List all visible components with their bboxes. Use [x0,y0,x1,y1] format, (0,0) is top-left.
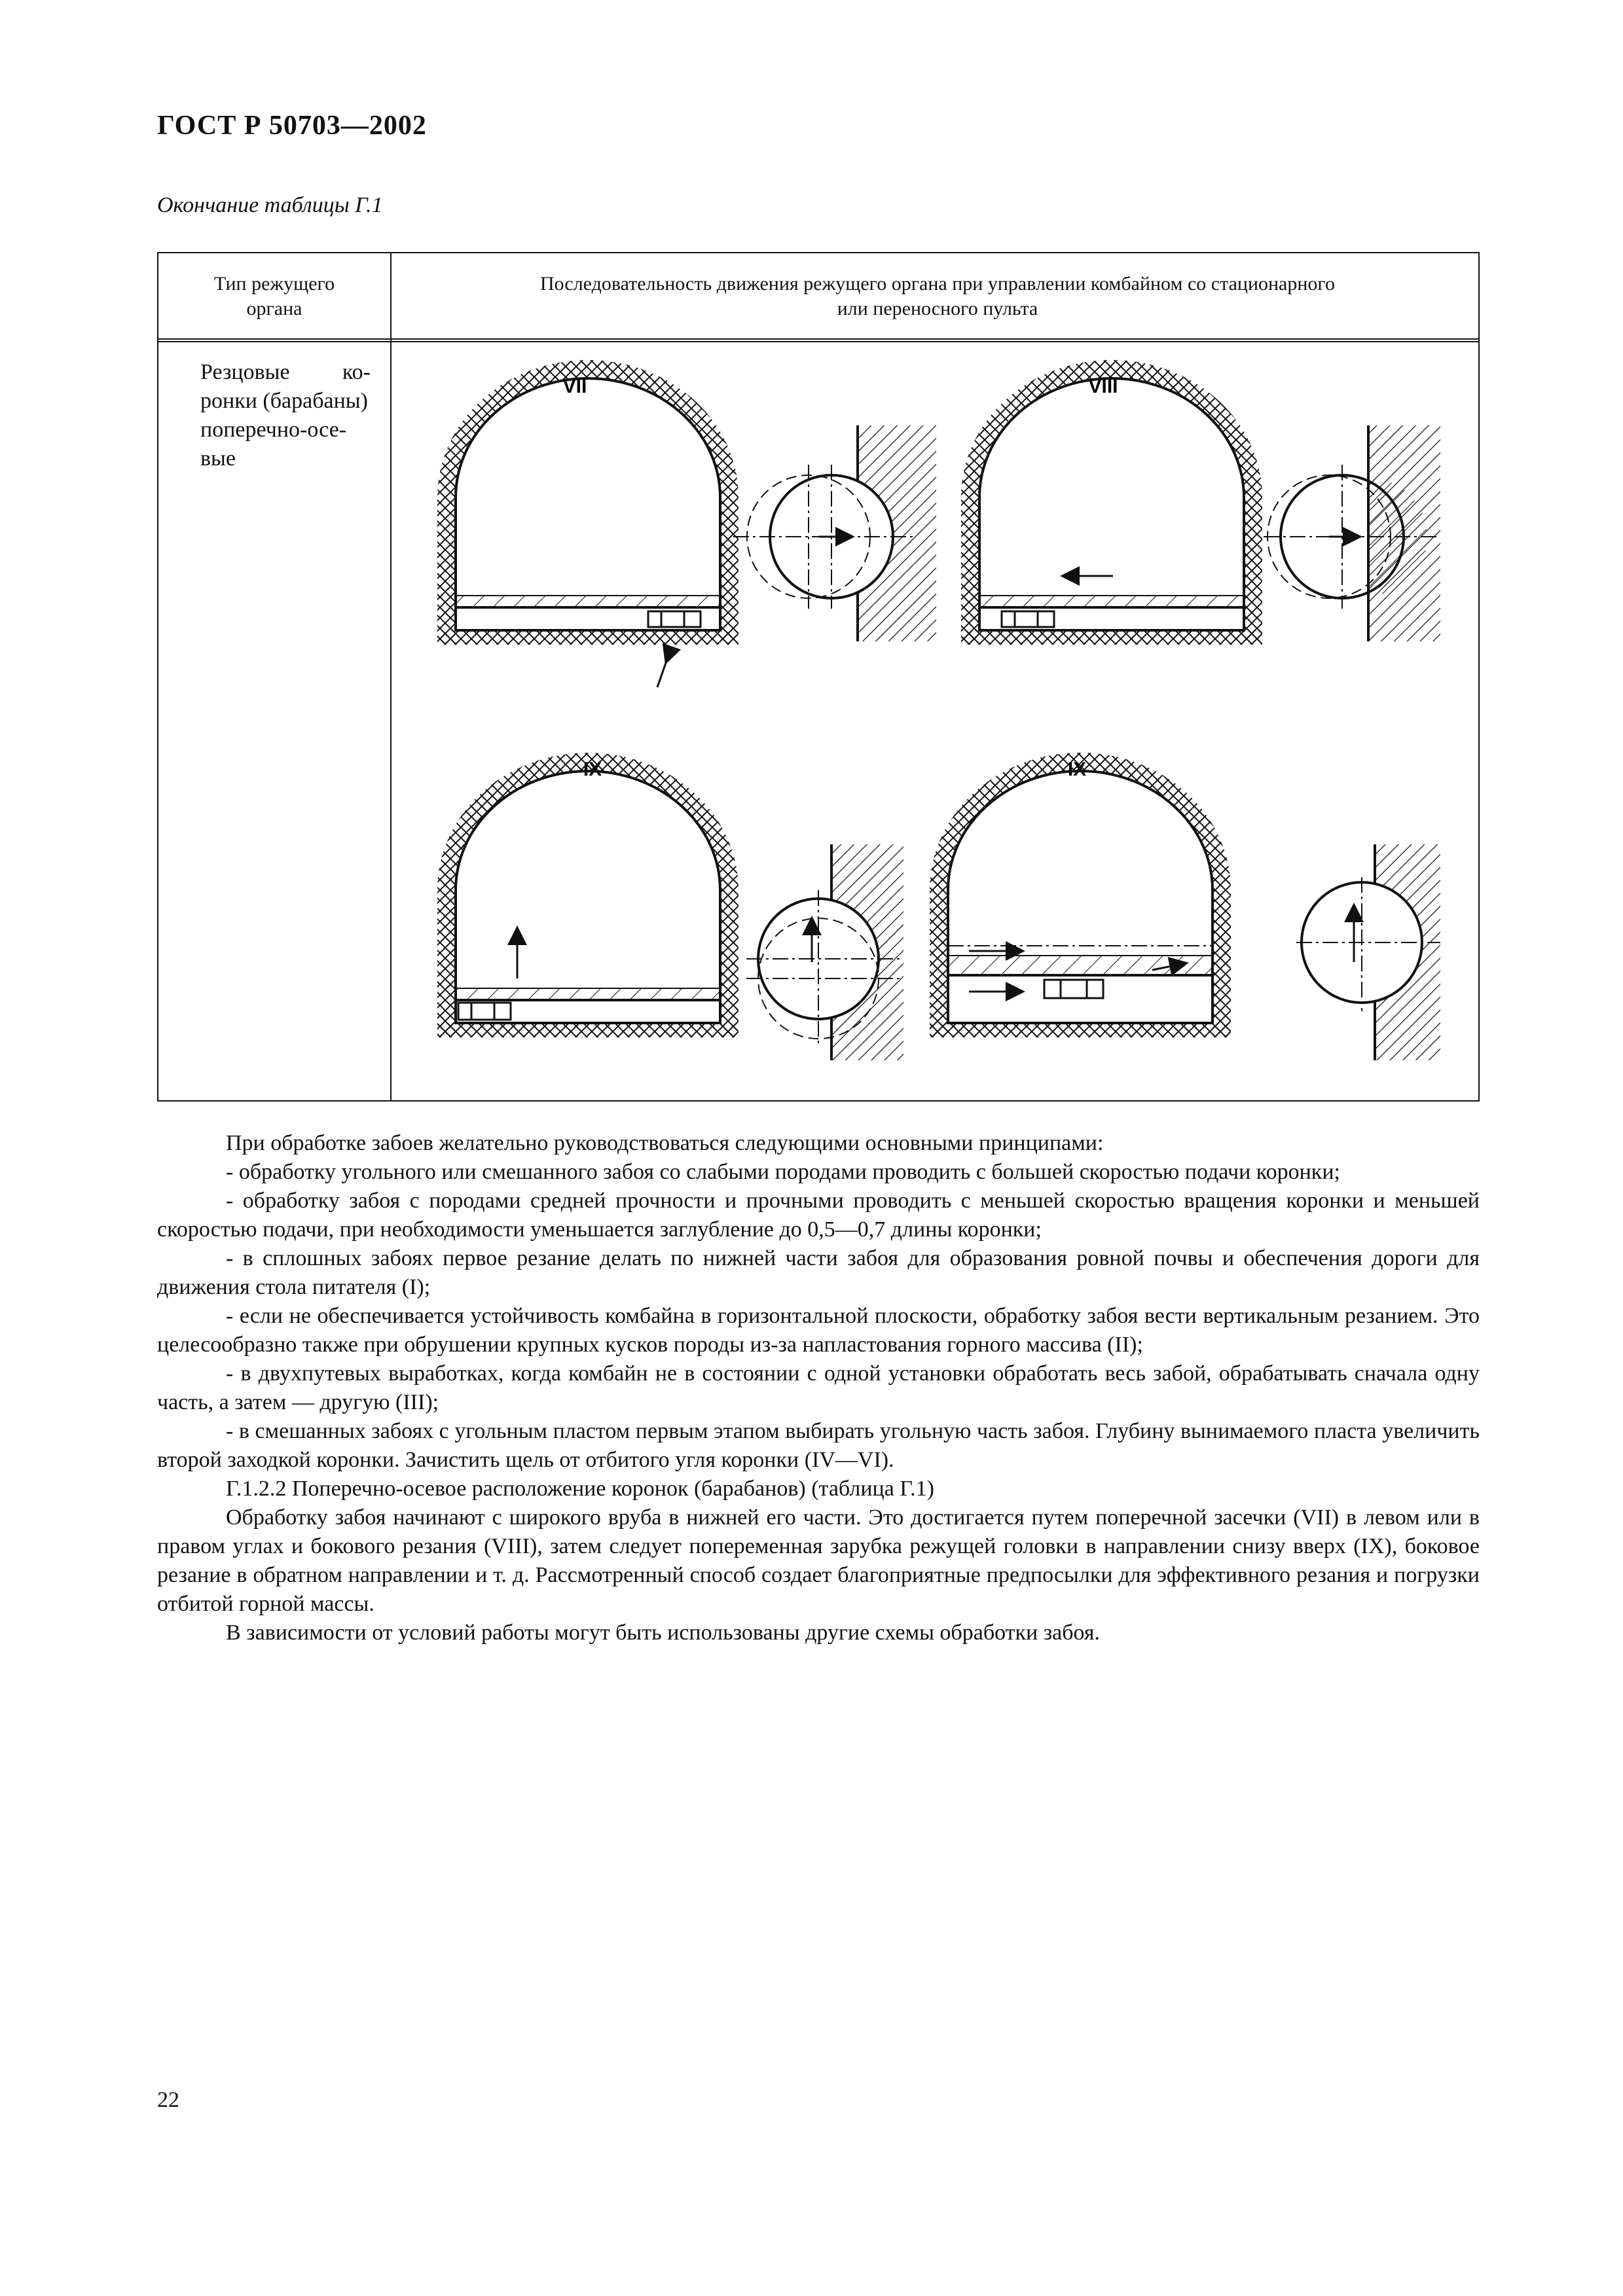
diagram-vii [437,360,936,687]
table-header-sequence: Последовательность движения режущего органа при управлении комбайном со стационарного или переносного пульта [539,273,1335,319]
diagram-ix-left [437,753,903,1060]
table-caption: Окончание таблицы Г.1 [157,193,383,217]
body-paragraph: - в двухпутевых выработках, когда комбайн не в состоянии с одной установки обработать весь забой, обрабатывать сначала одну часть, а затем — другую (III); [157,1361,1480,1414]
body-text [157,1129,1480,1647]
document-header: ГОСТ Р 50703—2002 [157,111,427,141]
body-paragraph: При обработке забоев желательно руководствоваться следующими основными принципами: [226,1131,1104,1155]
body-paragraph: - обработку угольного или смешанного забоя со слабыми породами проводить с большей скоростью подачи коронки; [226,1160,1340,1184]
body-paragraph: - в сплошных забоях первое резание делать по нижней части забоя для образования ровной почвы и обеспечения дороги для движения стола питателя (I); [157,1246,1480,1299]
page-number: 22 [157,2088,179,2112]
body-paragraph: - если не обеспечивается устойчивость комбайна в горизонтальной плоскости, обработку забоя вести вертикальным резанием. Это целесообразно также при обрушении крупных кусков породы из-за напластования горного массива (II); [157,1304,1480,1357]
body-paragraph: Г.1.2.2 Поперечно-осевое расположение коронок (барабанов) (таблица Г.1) [226,1477,934,1501]
table-row-label: Резцовые ко- ронки (барабаны) поперечно-осе- вые [200,360,371,471]
diagram-label-viii: VIII [1088,376,1118,397]
body-paragraph: В зависимости от условий работы могут быть использованы другие схемы обработки забоя. [226,1621,1101,1645]
diagram-viii [961,360,1440,645]
diagram-ix-right [930,753,1440,1060]
body-paragraph: - обработку забоя с породами средней прочности и прочными проводить с меньшей скоростью вращения коронки и меньшей скоростью подачи, при необходимости уменьшается заглубление до 0,5—0,7 длины коронки; [157,1189,1480,1242]
diagram-label-vii: VII [562,376,587,397]
table-header-cutting-type: Тип режущего органа [213,273,335,319]
cutting-sequence-diagrams [0,0,1623,1113]
body-paragraph: - в смешанных забоях с угольным пластом первым этапом выбирать угольную часть забоя. Глубину вынимаемого пласта увеличить второй заходкой коронки. Зачистить щель от отбитого угля коронки (IV—VI). [157,1419,1480,1472]
body-paragraph: Обработку забоя начинают с широкого вруба в нижней его части. Это достигается путем поперечной засечки (VII) в левом или в правом углах и бокового резания (VIII), затем следует попеременная зарубка режущей головки в направлении снизу вверх (IX), боковое резание в обратном направлении и т. д. Рассмотренный способ создает благоприятные предпосылки для эффективного резания и погрузки отбитой горной массы. [157,1505,1480,1616]
